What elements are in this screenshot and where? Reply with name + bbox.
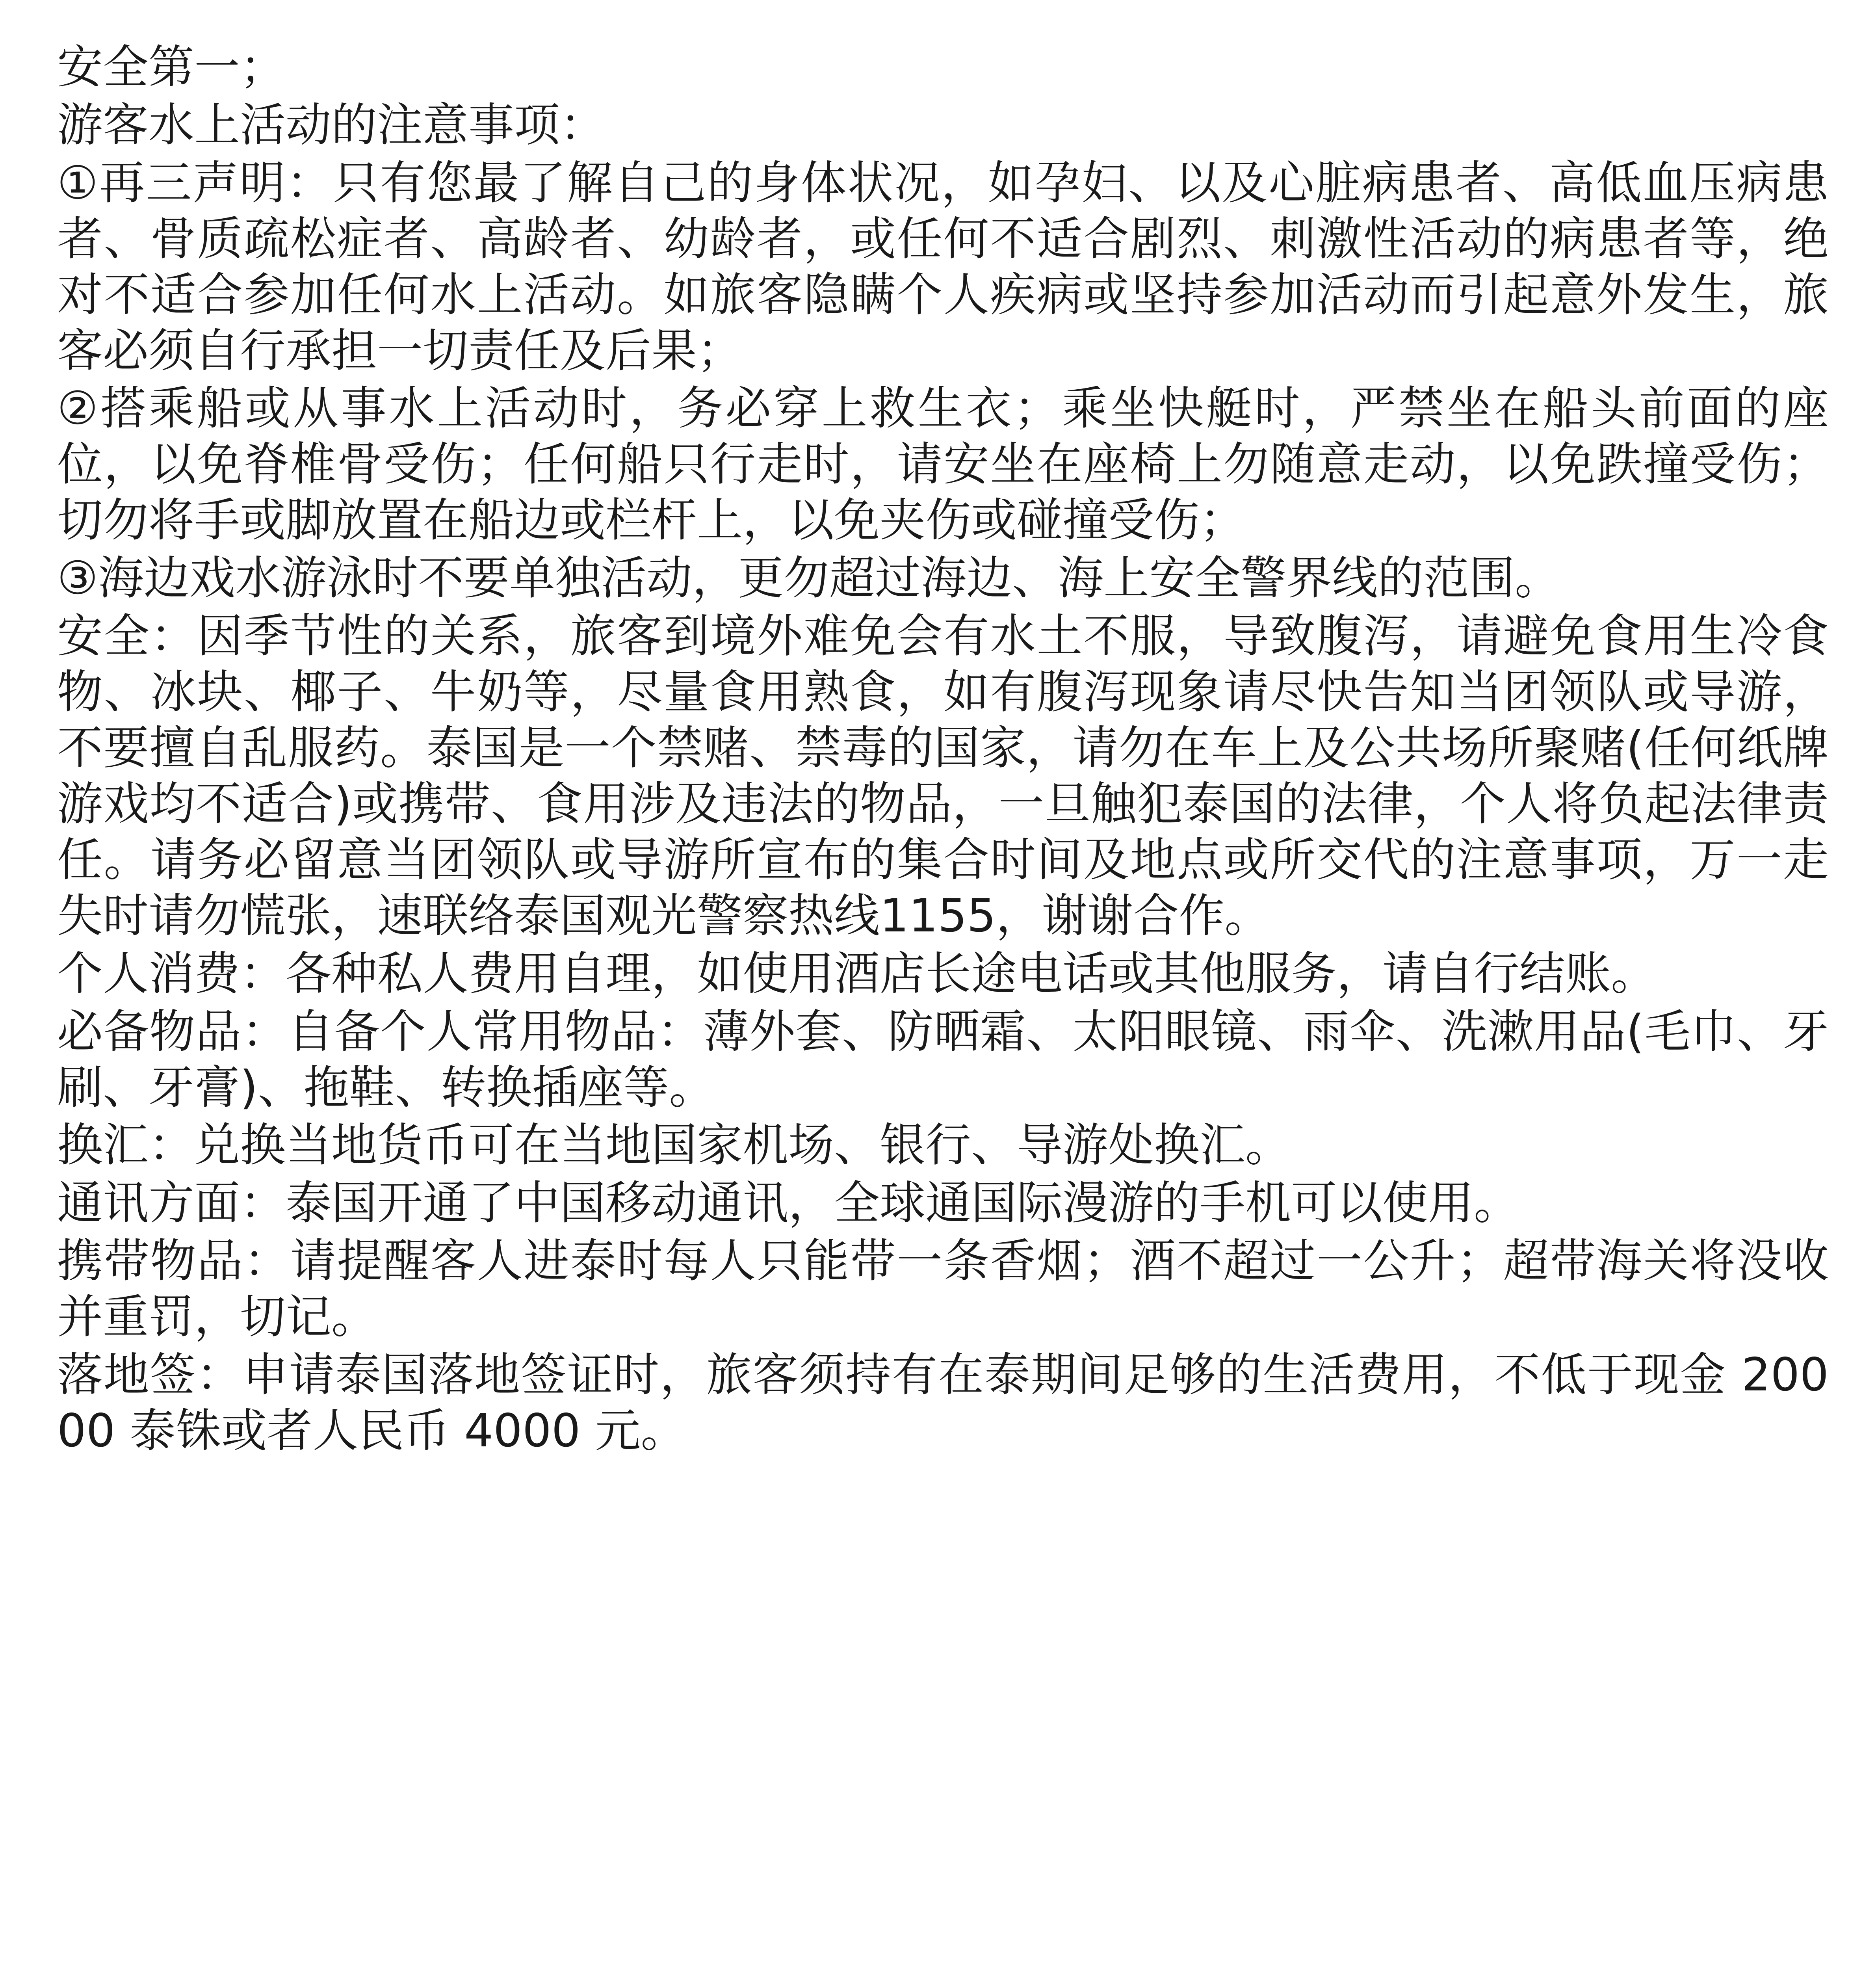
- paragraph-carry-items: 携带物品：请提醒客人进泰时每人只能带一条香烟；酒不超过一公升；超带海关将没收并重罚，切记。: [57, 1234, 1829, 1344]
- paragraph-communications: 通讯方面：泰国开通了中国移动通讯，全球通国际漫游的手机可以使用。: [57, 1176, 1519, 1230]
- paragraph-essential-items: 必备物品：自备个人常用物品：薄外套、防晒霜、太阳眼镜、雨伞、洗漱用品(毛巾、牙刷、牙膏)、拖鞋、转换插座等。: [57, 1005, 1829, 1114]
- paragraph-boat-safety: ②搭乘船或从事水上活动时，务必穿上救生衣；乘坐快艇时，严禁坐在船头前面的座位，以免脊椎骨受伤；任何船只行走时，请安坐在座椅上勿随意走动，以免跌撞受伤；切勿将手或脚放置在船边或栏杆上，以免夹伤或碰撞受伤；: [57, 382, 1829, 547]
- paragraph-general-safety: 安全：因季节性的关系，旅客到境外难免会有水土不服，导致腹泻，请避免食用生冷食物、冰块、椰子、牛奶等，尽量食用熟食，如有腹泻现象请尽快告知当团领队或导游，不要擅自乱服药。泰国是一个禁赌、禁毒的国家，请勿在车上及公共场所聚赌(任何纸牌游戏均不适合)或携带、食用涉及违法的物品，一旦触犯泰国的法律，个人将负起法律责任。请务必留意当团领队或导游所宣布的集合时间及地点或所交代的注意事项，万一走失时请勿慌张，速联络泰国观光警察热线1155，谢谢合作。: [57, 609, 1829, 942]
- paragraph-beach-swimming: ③海边戏水游泳时不要单独活动，更勿超过海边、海上安全警界线的范围。: [57, 552, 1560, 605]
- paragraph-personal-expenses: 个人消费：各种私人费用自理，如使用酒店长途电话或其他服务，请自行结账。: [57, 947, 1657, 1000]
- paragraph-health-declaration: ①再三声明：只有您最了解自己的身体状况，如孕妇、以及心脏病患者、高低血压病患者、骨质疏松症者、高龄者、幼龄者，或任何不适合剧烈、刺激性活动的病患者等，绝对不适合参加任何水上活动。如旅客隐瞒个人疾病或坚持参加活动而引起意外发生，旅客必须自行承担一切责任及后果；: [57, 156, 1829, 377]
- paragraph-visa-on-arrival: 落地签：申请泰国落地签证时，旅客须持有在泰期间足够的生活费用，不低于现金 20000 泰铢或者人民币 4000 元。: [57, 1348, 1829, 1457]
- heading-safety-first: 安全第一；: [57, 41, 286, 94]
- paragraph-currency-exchange: 换汇：兑换当地货币可在当地国家机场、银行、导游处换汇。: [57, 1119, 1291, 1172]
- document-body: [57, 39, 1829, 1459]
- heading-water-activities: 游客水上活动的注意事项：: [57, 98, 606, 152]
